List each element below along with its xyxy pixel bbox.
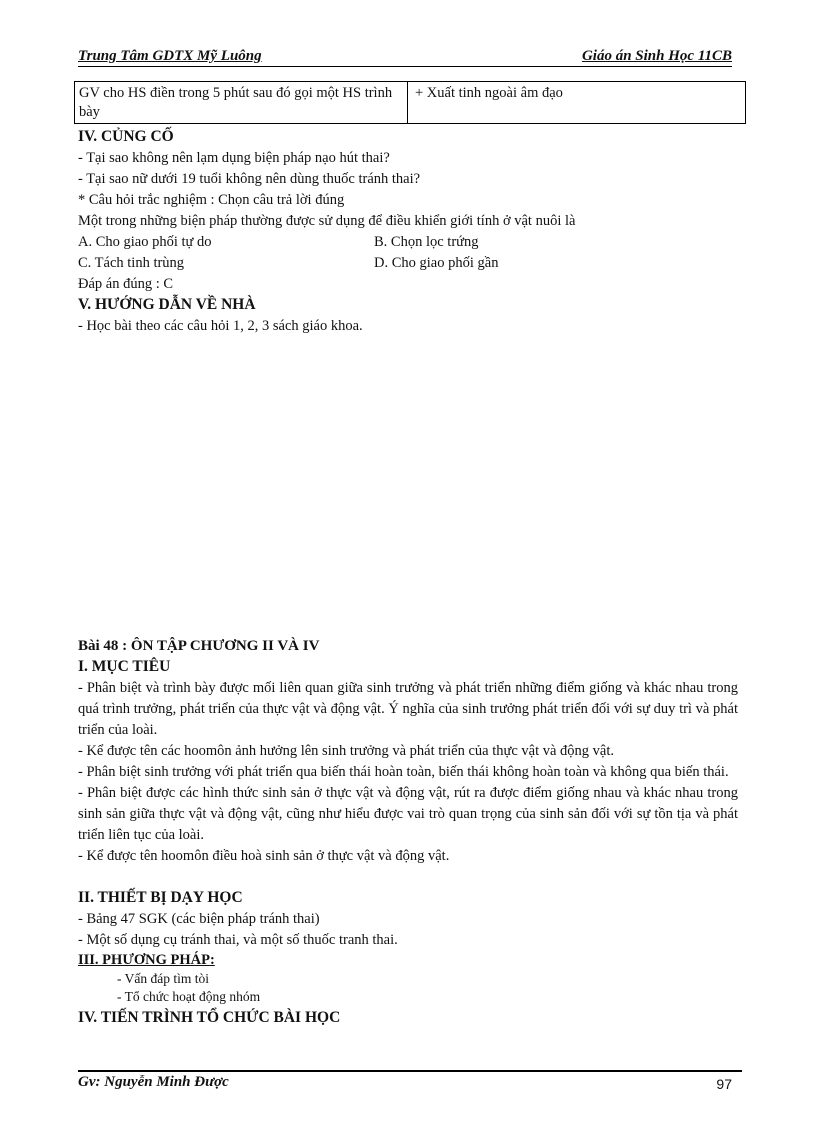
footer-divider [78,1070,742,1072]
table-cell-teacher: GV cho HS điền trong 5 phút sau đó gọi một HS trình bày [75,82,408,123]
option-b: B. Chọn lọc trứng [374,234,479,250]
objective-item: - Phân biệt sinh trưởng với phát triển qua biến thái hoàn toàn, biến thái không hoàn toàn và không qua biến thái. [78,764,729,780]
table-cell-content: + Xuất tinh ngoài âm đạo [415,85,563,101]
answer: Đáp án đúng : C [78,276,174,292]
section-heading-huong-dan: V. HƯỚNG DẪN VỀ NHÀ [78,296,256,313]
objective-item: - Kể được tên hoomôn điều hoà sinh sản ở thực vật và động vật. [78,848,450,864]
page-number: 97 [716,1076,732,1092]
mcq-intro: * Câu hỏi trắc nghiệm : Chọn câu trả lời đúng [78,192,345,208]
objective-item: - Kể được tên các hoomôn ảnh hưởng lên sinh trưởng và phát triển của thực vật và động vật. [78,743,615,759]
objectives-list [78,678,738,867]
page-header [78,46,732,67]
objective-item: - Phân biệt được các hình thức sinh sản ở thực vật và động vật, rút ra được điểm giống nhau và khác nhau trong sinh sản giữa thực vật và động vật, cũng như hiểu được vai trò quan trọng của sinh sản đối với sự tồn tịa và phát triển liên tục của loài. [78,785,738,843]
section-heading-cung-co: IV. CỦNG CỐ [78,128,174,145]
section-heading-tien-trinh: IV. TIẾN TRÌNH TỔ CHỨC BÀI HỌC [78,1009,341,1026]
section-heading-muc-tieu: I. MỤC TIÊU [78,658,171,675]
section-heading-thiet-bi: II. THIẾT BỊ DẠY HỌC [78,889,243,906]
equipment-item-1: - Bảng 47 SGK (các biện pháp tránh thai) [78,911,320,927]
method-item-2: - Tổ chức hoạt động nhóm [117,989,261,1004]
question-1: - Tại sao không nên lạm dụng biện pháp nạo hút thai? [78,150,390,166]
footer-author: Gv: Nguyễn Minh Được [78,1074,229,1090]
option-a: A. Cho giao phối tự do [78,234,212,250]
homework-item: - Học bài theo các câu hỏi 1, 2, 3 sách giáo khoa. [78,318,363,334]
method-item-1: - Vấn đáp tìm tòi [117,971,209,986]
option-c: C. Tách tinh trùng [78,255,185,271]
equipment-item-2: - Một số dụng cụ tránh thai, và một số thuốc tranh thai. [78,932,398,948]
mcq-question: Một trong những biện pháp thường được sử dụng để điều khiển giới tính ở vật nuôi là [78,213,576,229]
objective-item: - Phân biệt và trình bày được mối liên quan giữa sinh trưởng và phát triển những điểm giống và khác nhau trong quá trình trưởng, phát triển của thực vật và động vật. Ý nghĩa của sinh trưởng phát triển đối với sự duy trì và phát triển của loài. [78,680,738,738]
header-school: Trung Tâm GDTX Mỹ Luông [78,48,262,64]
activity-table [74,81,746,124]
section-heading-phuong-phap: III. PHƯƠNG PHÁP: [78,952,215,968]
question-2: - Tại sao nữ dưới 19 tuổi không nên dùng thuốc tránh thai? [78,171,421,187]
header-subject: Giáo án Sinh Học 11CB [581,48,732,64]
option-d: D. Cho giao phối gần [374,255,499,271]
lesson-title: Bài 48 : ÔN TẬP CHƯƠNG II VÀ IV [78,638,320,654]
